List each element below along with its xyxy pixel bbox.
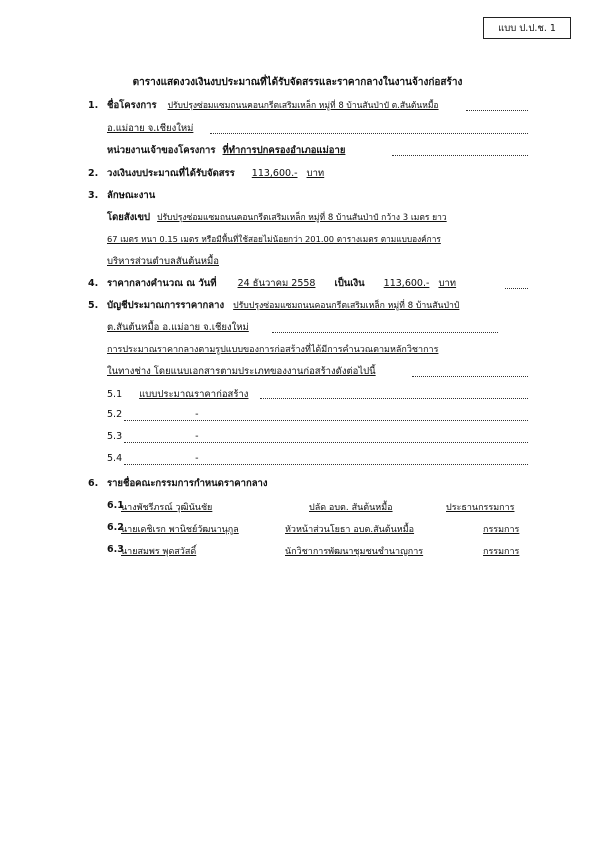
fill-line (412, 376, 528, 377)
boq-line4: ในทางช่าง โดยแนบเอกสารตามประเภทของงานก่อสร้างดังต่อไปนี้ (107, 366, 376, 377)
project-name-line2-row (107, 122, 193, 135)
boq-line3: การประมาณราคากลางตามรูปแบบของการก่อสร้างที่ได้มีการคำนวณตามหลักวิชาการ (107, 345, 439, 355)
boq-line3-row (107, 343, 438, 357)
boq-line2-row (107, 321, 249, 334)
item-number: 1. (88, 100, 99, 111)
committee-label (107, 477, 268, 490)
member-role: กรรมการ (483, 547, 520, 557)
item-number: 6. (88, 478, 99, 489)
member-position: ปลัด อบต. สันต้นหมื้อ (309, 503, 393, 513)
sub-item-number: 5.2 (107, 409, 123, 420)
item-number: 5. (88, 300, 99, 311)
work-label (107, 189, 155, 202)
form-code-box (483, 17, 571, 39)
budget-unit: บาท (306, 168, 325, 179)
member-name: นายเดชิเรก พานิชย์วัฒนานุกูล (121, 525, 239, 535)
member-number: 6.3 (107, 544, 124, 555)
fill-line (392, 155, 528, 156)
fill-line (124, 464, 528, 465)
work-line3-row (107, 255, 219, 268)
project-name-line1: ปรับปรุงซ่อมแซมถนนคอนกรีตเสริมเหล็ก หมู่ที่ 8 บ้านสันป่าป๋ ต.สันต้นหมื้อ (167, 101, 439, 111)
calc-amount-label: เป็นเงิน (334, 278, 365, 289)
work-line2: 67 เมตร หนา 0.15 เมตร หรือมีพื้นที่ใช้สอยไม่น้อยกว่า 201.00 ตารางเมตร ตามแบบองค์การ (107, 234, 441, 244)
project-row (107, 99, 439, 113)
member-role: ประธานกรรมการ (446, 503, 515, 513)
calc-amount: 113,600.- (383, 278, 430, 289)
calc-label: ราคากลางคำนวณ ณ วันที่ (107, 278, 217, 289)
committee-member-2 (107, 522, 520, 535)
member-number: 6.1 (107, 500, 124, 511)
work-line1-row (107, 211, 447, 225)
project-label: ชื่อโครงการ (107, 100, 157, 111)
sub-item-5-1 (107, 387, 248, 402)
work-line2-row (107, 233, 441, 246)
owner-row (107, 144, 345, 157)
sub-item-text: - (195, 431, 199, 442)
budget-value: 113,600.- (251, 168, 298, 179)
sub-item-number: 5.1 (107, 389, 123, 400)
member-name: นางพัชรีภรณ์ วุฒินันชัย (121, 503, 213, 513)
boq-row (107, 299, 459, 313)
calc-row (107, 277, 456, 290)
member-number: 6.2 (107, 522, 124, 533)
owner-label: หน่วยงานเจ้าของโครงการ (107, 145, 216, 156)
item-number: 3. (88, 190, 99, 201)
fill-line (210, 133, 528, 134)
fill-line (272, 332, 498, 333)
fill-line (124, 420, 528, 421)
fill-line (505, 288, 528, 289)
document-title: ตารางแสดงวงเงินงบประมาณที่ได้รับจัดสรรและราคากลางในงานจ้างก่อสร้าง (132, 77, 463, 88)
work-label-text: ลักษณะงาน (107, 190, 156, 201)
fill-line (260, 398, 528, 399)
committee-label-text: รายชื่อคณะกรรมการกำหนดราคากลาง (107, 478, 268, 489)
sub-item-text: แบบประมาณราคาก่อสร้าง (139, 389, 249, 400)
budget-row (107, 167, 324, 180)
calc-unit: บาท (438, 278, 457, 289)
sub-item-number: 5.4 (107, 453, 123, 464)
sub-item-text: - (195, 409, 199, 420)
member-position: นักวิชาการพัฒนาชุมชนชำนาญการ (285, 547, 424, 557)
project-name-line2: อ.แม่อาย จ.เชียงใหม่ (107, 123, 194, 134)
fill-line (124, 442, 528, 443)
boq-line4-row (107, 365, 376, 378)
calc-date: 24 ธันวาคม 2558 (237, 278, 316, 289)
boq-label: บัญชีประมาณการราคากลาง (107, 300, 225, 311)
sub-item-5-4 (107, 453, 199, 464)
work-line1: ปรับปรุงซ่อมแซมถนนคอนกรีตเสริมเหล็ก หมู่ที่ 8 บ้านสันป่าป๋ กว้าง 3 เมตร ยาว (157, 213, 447, 223)
item-number: 2. (88, 168, 99, 179)
boq-line1: ปรับปรุงซ่อมแซมถนนคอนกรีตเสริมเหล็ก หมู่ที่ 8 บ้านสันป่าป๋ (233, 301, 460, 311)
boq-line2: ต.สันต้นหมื้อ อ.แม่อาย จ.เชียงใหม่ (107, 322, 249, 333)
sub-item-5-2 (107, 409, 199, 420)
form-code: แบบ ป.ป.ช. 1 (498, 22, 556, 34)
committee-member-1 (107, 500, 515, 513)
member-name: นายสมพร พุดสวัสดิ์ (121, 547, 197, 557)
fill-line (466, 110, 528, 111)
member-position: หัวหน้าส่วนโยธา อบต.สันต้นหมื้อ (285, 525, 415, 535)
work-line3: บริหารส่วนตำบลสันต้นหมื้อ (107, 256, 220, 267)
sub-item-5-3 (107, 431, 199, 442)
sub-item-text: - (195, 453, 199, 464)
item-number: 4. (88, 278, 99, 289)
budget-label: วงเงินงบประมาณที่ได้รับจัดสรร (107, 168, 235, 179)
work-summary-label: โดยสังเขป (107, 212, 151, 223)
owner-value: ที่ทำการปกครองอำเภอแม่อาย (222, 145, 346, 156)
member-role: กรรมการ (483, 525, 520, 535)
committee-member-3 (107, 544, 520, 557)
sub-item-number: 5.3 (107, 431, 123, 442)
